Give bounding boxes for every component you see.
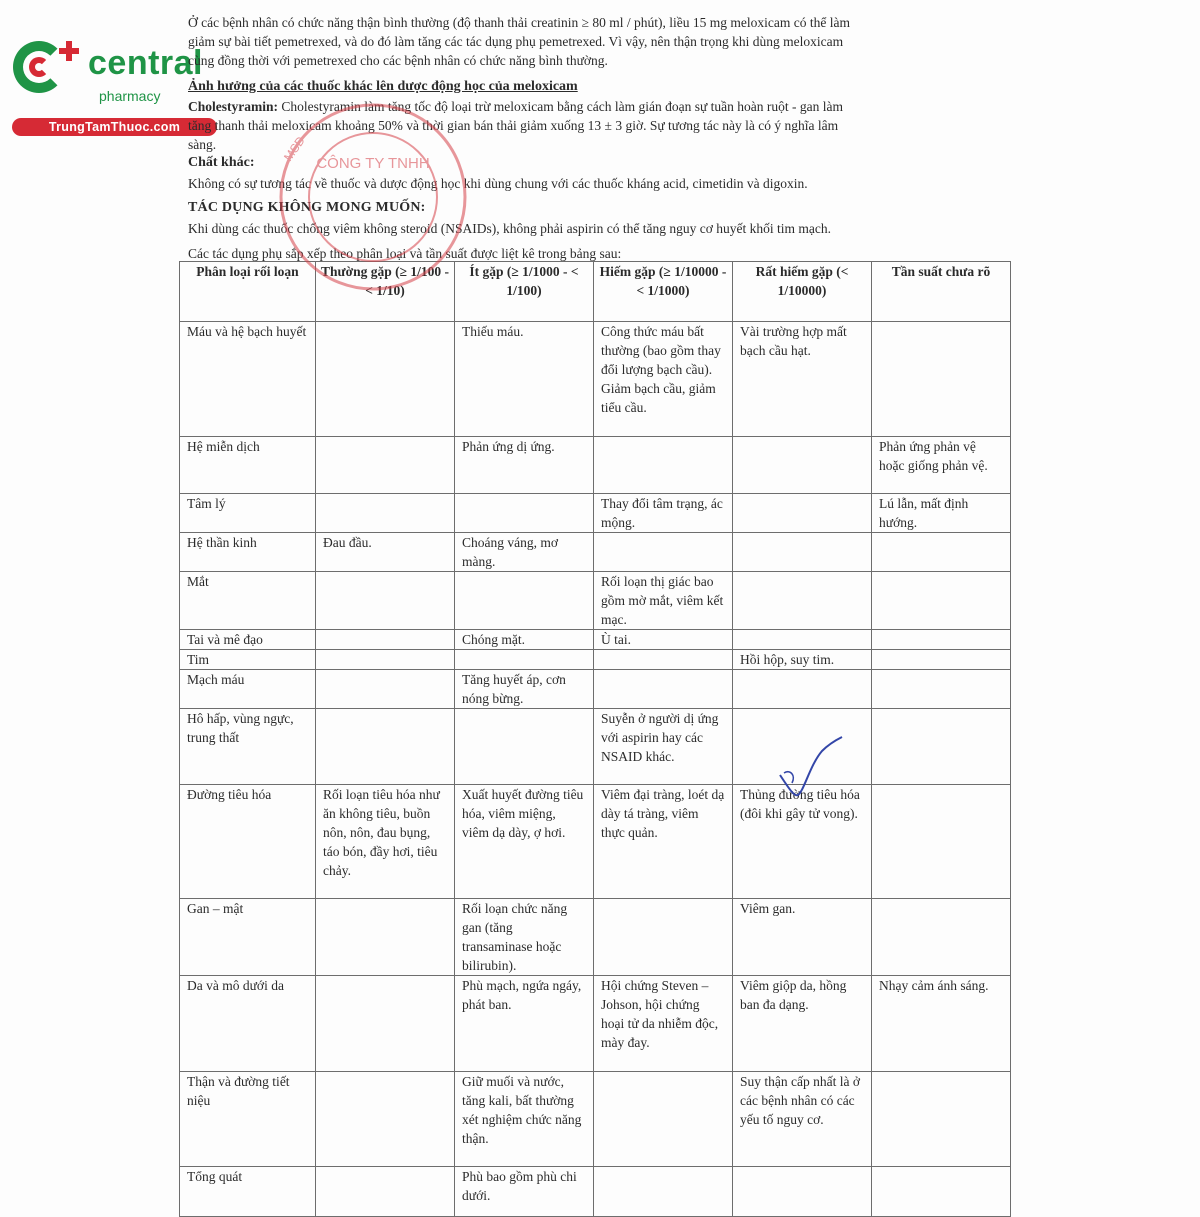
logo-plus-icon [58, 40, 80, 62]
table-cell [316, 709, 455, 785]
table-cell: Thận và đường tiết niệu [180, 1072, 316, 1167]
table-cell: Xuất huyết đường tiêu hóa, viêm miệng, viêm dạ dày, ợ hơi. [455, 785, 594, 899]
intro-line-1: Ở các bệnh nhân có chức năng thận bình thường (độ thanh thải creatinin ≥ 80 ml / phút), liều 15 mg meloxicam có thể làm [188, 15, 851, 30]
table-cell [872, 785, 1011, 899]
table-cell [594, 1072, 733, 1167]
table-cell: Hội chứng Steven – Johson, hội chứng hoại tử da nhiễm độc, mày đay. [594, 976, 733, 1072]
adverse-intro-2: Các tác dụng phụ sắp xếp theo phân loại và tần suất được liệt kê trong bảng sau: [188, 246, 622, 261]
table-cell: Tăng huyết áp, cơn nóng bừng. [455, 670, 594, 709]
table-cell: Vài trường hợp mất bạch cầu hạt. [733, 322, 872, 437]
adverse-intro-1: Khi dùng các thuốc chống viêm không steroid (NSAIDs), không phải aspirin có thể tăng nguy cơ huyết khối tim mạch. [188, 221, 832, 236]
pk-heading: Ảnh hưởng của các thuốc khác lên dược động học của meloxicam [188, 79, 578, 94]
table-cell [872, 650, 1011, 670]
table-cell [872, 1167, 1011, 1217]
table-cell: Phù bao gồm phù chi dưới. [455, 1167, 594, 1217]
table-cell: Chóng mặt. [455, 630, 594, 650]
table-cell [316, 1072, 455, 1167]
table-cell [594, 650, 733, 670]
intro-line-3: cùng đồng thời với pemetrexed cho các bệnh nhân có chức năng bình thường. [188, 53, 608, 68]
table-cell: Hệ miễn dịch [180, 437, 316, 494]
table-cell: Tâm lý [180, 494, 316, 533]
logo-inner-ring-icon [29, 57, 49, 77]
table-cell [594, 1167, 733, 1217]
table-cell [733, 709, 872, 785]
header-very-rare: Rất hiếm gặp (< 1/10000) [733, 262, 872, 322]
table-row [180, 572, 1011, 630]
header-rare: Hiếm gặp (≥ 1/10000 - < 1/1000) [594, 262, 733, 322]
table-cell [872, 630, 1011, 650]
table-cell: Đường tiêu hóa [180, 785, 316, 899]
table-cell [455, 650, 594, 670]
table-cell: Hồi hộp, suy tim. [733, 650, 872, 670]
table-cell: Phù mạch, ngứa ngáy, phát ban. [455, 976, 594, 1072]
table-cell [872, 709, 1011, 785]
table-row [180, 630, 1011, 650]
table-cell: Máu và hệ bạch huyết [180, 322, 316, 437]
table-cell [733, 572, 872, 630]
table-cell [316, 899, 455, 976]
table-cell: Viêm giộp da, hồng ban đa dạng. [733, 976, 872, 1072]
table-row [180, 1072, 1011, 1167]
intro-line-2: giảm sự bài tiết pemetrexed, và do đó làm tăng các tác dụng phụ pemetrexed. Vì vậy, nên thận trọng khi dùng meloxicam [188, 34, 844, 49]
table-cell: Suy thận cấp nhất là ở các bệnh nhân có các yếu tố nguy cơ. [733, 1072, 872, 1167]
other-drugs-text: Không có sự tương tác về thuốc và dược động học khi dùng chung với các thuốc kháng acid, cimetidin và digoxin. [188, 176, 808, 191]
cholestyramine-label: Cholestyramin: [188, 99, 278, 114]
table-cell: Đau đầu. [316, 533, 455, 572]
table-row [180, 785, 1011, 899]
table-cell [316, 976, 455, 1072]
table-cell: Ù tai. [594, 630, 733, 650]
adverse-effects-heading: TÁC DỤNG KHÔNG MONG MUỐN: [188, 200, 426, 215]
table-cell [733, 533, 872, 572]
table-cell: Rối loạn tiêu hóa như ăn không tiêu, buồn nôn, nôn, đau bụng, táo bón, đầy hơi, tiêu chảy. [316, 785, 455, 899]
table-cell: Nhạy cảm ánh sáng. [872, 976, 1011, 1072]
table-cell [594, 670, 733, 709]
table-cell [316, 572, 455, 630]
intro-paragraph [188, 13, 993, 70]
table-cell [733, 437, 872, 494]
table-cell: Phản ứng dị ứng. [455, 437, 594, 494]
table-cell: Mắt [180, 572, 316, 630]
logo-site-badge: TrungTamThuoc.com [12, 118, 217, 136]
table-cell [872, 322, 1011, 437]
header-common: Thường gặp (≥ 1/100 - < 1/10) [316, 262, 455, 322]
table-row [180, 533, 1011, 572]
table-cell: Tai và mê đạo [180, 630, 316, 650]
table-cell: Giữ muối và nước, tăng kali, bất thường xét nghiệm chức năng thận. [455, 1072, 594, 1167]
table-cell: Phản ứng phản vệ hoặc giống phản vệ. [872, 437, 1011, 494]
table-cell: Hô hấp, vùng ngực, trung thất [180, 709, 316, 785]
header-uncommon: Ít gặp (≥ 1/1000 - < 1/100) [455, 262, 594, 322]
cholestyramine-paragraph [188, 97, 993, 154]
table-cell [316, 1167, 455, 1217]
logo-brand-text: central [88, 44, 203, 82]
table-row [180, 670, 1011, 709]
table-cell: Thủng đường tiêu hóa (đôi khi gây tử vong). [733, 785, 872, 899]
table-cell [872, 533, 1011, 572]
header-category: Phân loại rối loạn [180, 262, 316, 322]
other-drugs-heading: Chất khác: [188, 155, 255, 170]
table-cell [872, 670, 1011, 709]
cholestyramine-line-1: Cholestyramin làm tăng tốc độ loại trừ meloxicam bằng cách làm gián đoạn sự tuần hoàn ruột - gan làm [278, 99, 843, 114]
table-cell [594, 437, 733, 494]
header-unknown: Tần suất chưa rõ [872, 262, 1011, 322]
table-row [180, 709, 1011, 785]
table-cell: Thiếu máu. [455, 322, 594, 437]
table-cell: Tim [180, 650, 316, 670]
table-cell: Hệ thần kinh [180, 533, 316, 572]
table-cell [316, 650, 455, 670]
table-row [180, 494, 1011, 533]
table-cell: Gan – mật [180, 899, 316, 976]
table-cell: Công thức máu bất thường (bao gồm thay đổi lượng bạch cầu). Giảm bạch cầu, giảm tiểu cầu. [594, 322, 733, 437]
table-cell: Viêm gan. [733, 899, 872, 976]
table-cell: Choáng váng, mơ màng. [455, 533, 594, 572]
table-row [180, 976, 1011, 1072]
table-cell [594, 899, 733, 976]
table-cell [733, 494, 872, 533]
table-cell [316, 630, 455, 650]
table-cell [316, 437, 455, 494]
table-cell [872, 572, 1011, 630]
stamp-ring-text: MSD [280, 133, 308, 164]
stamp-company-text: CÔNG TY TNHH [316, 155, 430, 172]
table-cell: Tổng quát [180, 1167, 316, 1217]
table-cell: Rối loạn chức năng gan (tăng transaminase hoặc bilirubin). [455, 899, 594, 976]
table-cell [733, 630, 872, 650]
table-cell: Mạch máu [180, 670, 316, 709]
cholestyramine-line-3: sàng. [188, 137, 217, 152]
table-cell: Lú lẫn, mất định hướng. [872, 494, 1011, 533]
table-cell: Viêm đại tràng, loét dạ dày tá tràng, viêm thực quản. [594, 785, 733, 899]
table-cell [872, 899, 1011, 976]
table-row [180, 899, 1011, 976]
table-cell [733, 670, 872, 709]
adverse-effects-table [179, 261, 1011, 1217]
table-row [180, 1167, 1011, 1217]
table-cell [316, 670, 455, 709]
table-cell [455, 709, 594, 785]
table-cell: Suyễn ở người dị ứng với aspirin hay các NSAID khác. [594, 709, 733, 785]
table-header-row [180, 262, 1011, 322]
table-cell [872, 1072, 1011, 1167]
table-cell: Thay đổi tâm trạng, ác mộng. [594, 494, 733, 533]
cholestyramine-line-2: tăng thanh thải meloxicam khoảng 50% và thời gian bán thải giảm xuống 13 ± 3 giờ. Sự tương tác này là có ý nghĩa lâm [188, 118, 839, 133]
table-cell [316, 322, 455, 437]
logo-sub-text: pharmacy [99, 88, 161, 104]
table-row [180, 437, 1011, 494]
table-cell: Rối loạn thị giác bao gồm mờ mắt, viêm kết mạc. [594, 572, 733, 630]
table-cell [455, 494, 594, 533]
table-row [180, 650, 1011, 670]
table-cell [316, 494, 455, 533]
table-cell: Da và mô dưới da [180, 976, 316, 1072]
table-cell [455, 572, 594, 630]
table-row [180, 322, 1011, 437]
table-cell [733, 1167, 872, 1217]
table-cell [594, 533, 733, 572]
